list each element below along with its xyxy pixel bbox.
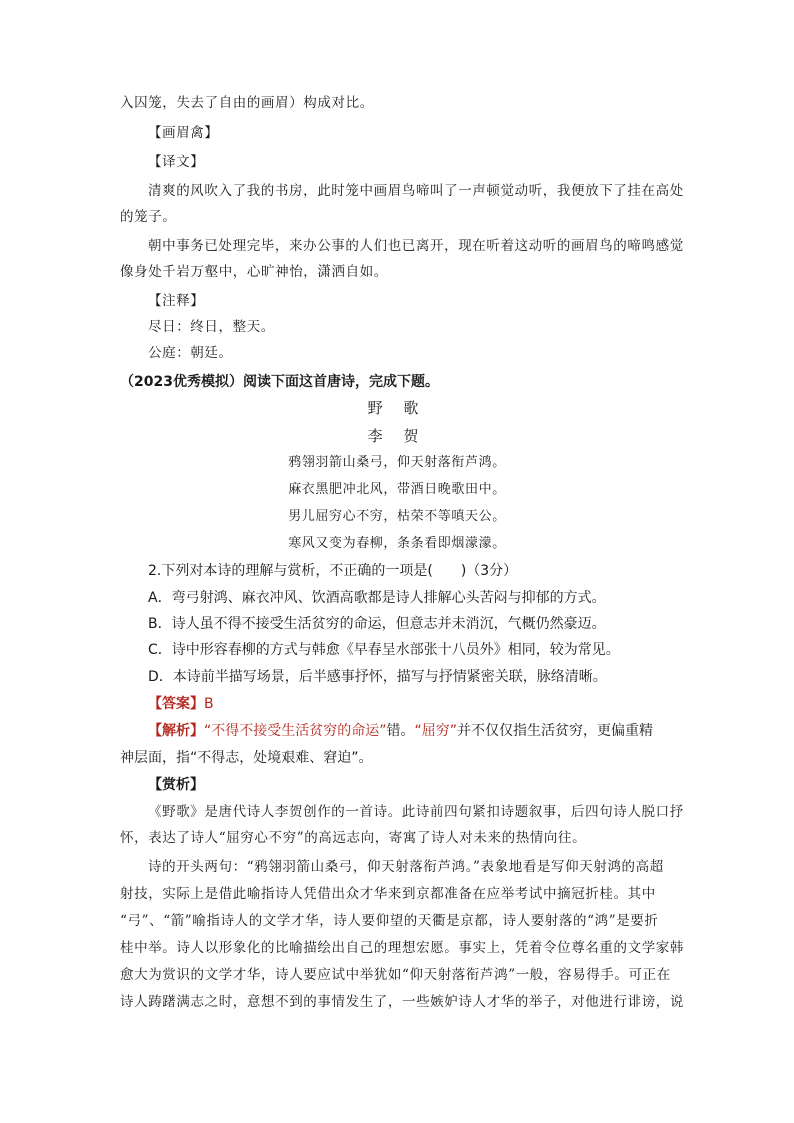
analysis-quote-2: “屈穷” — [414, 723, 458, 739]
option-b: B．诗人虽不得不接受生活贫穷的命运，但意志并未消沉，气概仍然豪迈。 — [148, 616, 606, 632]
question-intro: （2023优秀模拟）阅读下面这首唐诗，完成下题。 — [120, 374, 439, 390]
analysis-line-2: 神层面，指“不得志，处境艰难、窘迫”。 — [120, 750, 373, 766]
translation-paragraph-2-line-2: 像身处千岩万壑中，心旷神怡，潇洒自如。 — [120, 264, 388, 280]
analysis-text-1: 错。 — [386, 723, 415, 739]
notes-heading: 【注释】 — [148, 293, 205, 309]
continuation-line: 入囚笼，失去了自由的画眉）构成对比。 — [120, 95, 374, 111]
poem-line: 麻衣黑肥冲北风，带酒日晚歌田中。 — [288, 482, 506, 497]
analysis-line-1 — [148, 721, 653, 741]
poem-title: 野 歌 — [367, 399, 427, 417]
translation-heading: 【译文】 — [148, 154, 205, 170]
poem-line: 鸦翎羽箭山桑弓，仰天射落衔芦鸿。 — [288, 455, 506, 470]
appreciation-line: “弓”、“箭”喻指诗人的文学才华，诗人要仰望的天衢是京都，诗人要射落的“鸿”是要折 — [120, 913, 659, 929]
option-c: C．诗中形容春柳的方式与韩愈《早春呈水部张十八员外》相同，较为常见。 — [148, 642, 620, 658]
appreciation-line: 诗人踌躇满志之时，意想不到的事情发生了，一些嫉妒诗人才华的举子，对他进行诽谤，说 — [120, 994, 684, 1010]
translation-paragraph-1-line-1: 清爽的风吹入了我的书房，此时笼中画眉鸟啼叫了一声顿觉动听，我便放下了挂在高处 — [148, 183, 684, 199]
appreciation-line: 诗的开头两句：“鸦翎羽箭山桑弓，仰天射落衔芦鸿。”表象地看是写仰天射鸿的高超 — [148, 859, 664, 875]
appreciation-line: 桂中举。诗人以形象化的比喻描绘出自己的理想宏愿。事实上，凭着令位尊名重的文学家韩 — [120, 940, 684, 956]
answer-line — [148, 694, 214, 714]
option-d: D．本诗前半描写场景，后半感事抒怀，描写与抒情紧密关联，脉络清晰。 — [148, 669, 607, 685]
question-stem: 2.下列对本诗的理解与赏析，不正确的一项是( )（3分） — [148, 563, 518, 579]
answer-value: B — [204, 696, 214, 712]
analysis-quote-1: “不得不接受生活贫穷的命运” — [204, 723, 387, 739]
analysis-text-2: 并不仅仅指生活贫穷，更偏重精 — [457, 723, 654, 739]
appreciation-line: 愈大为赏识的文学才华，诗人要应试中举犹如“仰天射落衔芦鸿”一般，容易得手。可正在 — [120, 967, 671, 983]
answer-label: 【答案】 — [148, 696, 204, 712]
appreciation-line: 怀，表达了诗人“屈穷心不穷”的高远志向，寄寓了诗人对未来的热情向往。 — [120, 830, 587, 846]
poem-line: 男儿屈穷心不穷，枯荣不等嗔天公。 — [288, 509, 506, 524]
note-1: 尽日：终日，整天。 — [148, 319, 275, 335]
appreciation-line: 《野歌》是唐代诗人李贺创作的一首诗。此诗前四句紧扣诗题叙事，后四句诗人脱口抒 — [148, 804, 684, 820]
note-2: 公庭：朝廷。 — [148, 345, 233, 361]
translation-paragraph-2-line-1: 朝中事务已处理完毕，来办公事的人们也已离开，现在听着这动听的画眉鸟的啼鸣感觉 — [148, 238, 684, 254]
analysis-label: 【解析】 — [148, 723, 204, 739]
option-a: A．弯弓射鸿、麻衣冲风、饮酒高歌都是诗人排解心头苦闷与抑郁的方式。 — [148, 590, 606, 606]
translation-paragraph-1-line-2: 的笼子。 — [120, 209, 177, 225]
section-title: 【画眉禽】 — [148, 125, 219, 141]
appreciation-label: 【赏析】 — [148, 777, 204, 793]
poem-line: 寒风又变为春柳，条条看即烟濛濛。 — [288, 536, 506, 551]
appreciation-line: 射技，实际上是借此喻指诗人凭借出众才华来到京都准备在应举考试中摘冠折桂。其中 — [120, 886, 656, 902]
poem-author: 李 贺 — [367, 427, 427, 445]
